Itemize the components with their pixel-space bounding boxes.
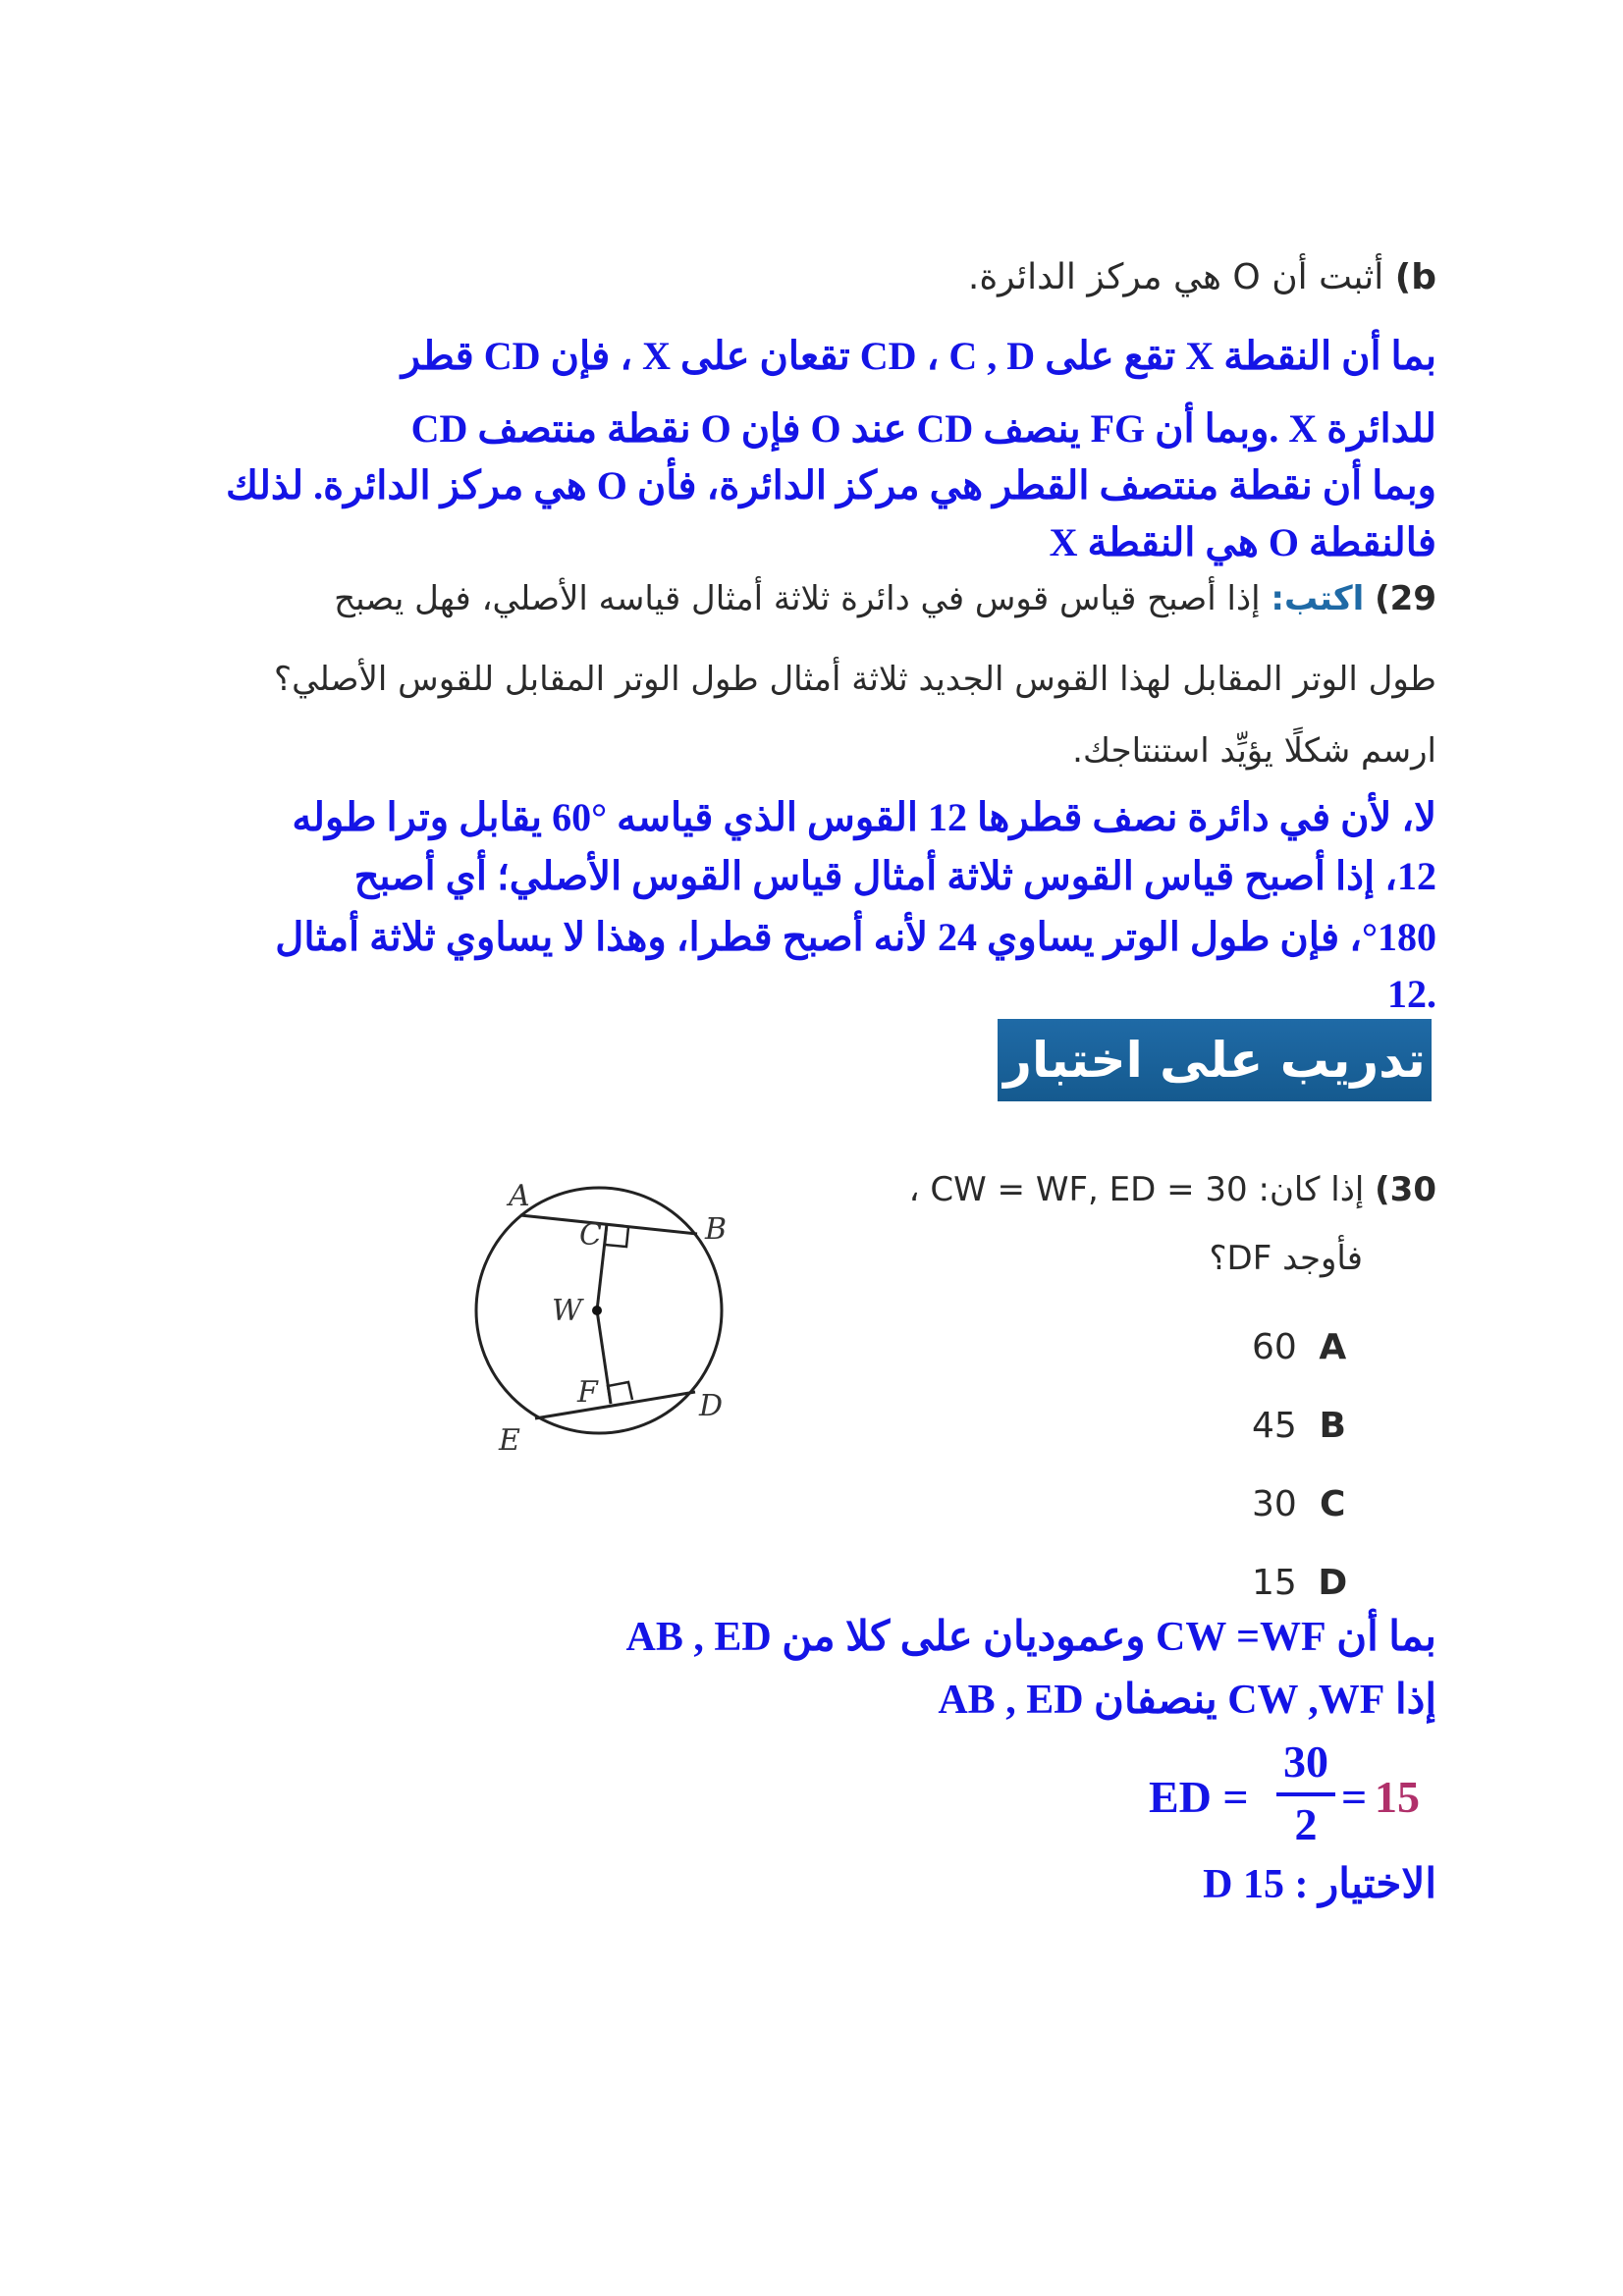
label-c: C	[579, 1218, 602, 1253]
q29-tag: اكتب:	[1271, 579, 1365, 618]
label-b: B	[705, 1212, 728, 1247]
option-a[interactable]	[1252, 1327, 1357, 1367]
option-d-letter: D	[1318, 1563, 1348, 1603]
option-d-value: 15	[1252, 1563, 1297, 1603]
option-c[interactable]	[1252, 1484, 1357, 1524]
answer-30-choice: الاختيار : 15 D	[1203, 1862, 1436, 1907]
q29-line2: طول الوتر المقابل لهذا القوس الجديد ثلاثة أمثال طول الوتر المقابل للقوس الأصلي؟	[274, 660, 1436, 699]
q29-line1-text: إذا أصبح قياس قوس في دائرة ثلاثة أمثال قياسه الأصلي، فهل يصبح	[334, 579, 1261, 618]
part-b-label: b)	[1394, 257, 1436, 297]
test-practice-title: تدريب على اختبار	[1003, 1032, 1426, 1089]
test-practice-banner	[998, 1019, 1432, 1101]
answer-b-line2: للدائرة X .وبما أن FG ينصف CD عند O فإن O نقطة منتصف CD	[410, 406, 1436, 451]
label-d: D	[699, 1389, 724, 1423]
answer-b-line1: بما أن النقطة X تقع على CD ، C , D تقعان على X ، فإن CD قطر	[401, 334, 1436, 378]
answer-29-line2: 12، إذا أصبح قياس القوس ثلاثة أمثال قياس القوس الأصلي؛ أي أصبح	[353, 854, 1436, 898]
eq-equals: =	[1341, 1772, 1368, 1822]
center-w-dot	[592, 1306, 602, 1315]
chord-ed	[535, 1392, 695, 1418]
q30-line2: فأوجد DF؟	[1209, 1239, 1363, 1278]
answer-b-line4: فالنقطة O هي النقطة X	[1049, 520, 1436, 564]
option-b-letter: B	[1319, 1406, 1346, 1446]
eq-denominator: 2	[1294, 1799, 1318, 1849]
eq-fraction-bar	[1276, 1792, 1335, 1796]
label-f: F	[577, 1375, 598, 1410]
q30-number: 30)	[1375, 1170, 1436, 1209]
option-c-value: 30	[1252, 1484, 1297, 1524]
label-e: E	[499, 1423, 520, 1458]
label-a: A	[509, 1179, 530, 1213]
option-d[interactable]	[1252, 1563, 1357, 1603]
eq-left: ED =	[1149, 1772, 1249, 1822]
q29-number: 29)	[1375, 579, 1436, 618]
answer-30-line2: إذا CW ,WF ينصفان AB , ED	[938, 1678, 1436, 1723]
label-w: W	[552, 1294, 582, 1328]
answer-b-line3: وبما أن نقطة منتصف القطر هي مركز الدائرة، فأن O هي مركز الدائرة. لذلك	[226, 463, 1436, 507]
q29-line3: ارسم شكلًا يؤيِّد استنتاجك.	[1072, 731, 1436, 771]
circle-figure	[461, 1168, 756, 1463]
answer-29-line4: .12	[1387, 972, 1436, 1016]
chord-ab	[520, 1215, 697, 1234]
eq-numerator: 30	[1283, 1736, 1328, 1787]
answer-30-line1: بما أن CW =WF وعموديان على كلا من AB , ED	[625, 1615, 1436, 1660]
option-a-letter: A	[1319, 1327, 1347, 1367]
q30-line1-text: إذا كان: CW = WF, ED = 30 ،	[908, 1170, 1365, 1209]
answer-29-line3: °180، فإن طول الوتر يساوي 24 لأنه أصبح قطرا، وهذا لا يساوي ثلاثة أمثال	[275, 915, 1436, 959]
q30-line1	[909, 1170, 1436, 1209]
part-b-question	[968, 257, 1436, 297]
option-b[interactable]	[1252, 1406, 1357, 1446]
option-c-letter: C	[1320, 1484, 1346, 1524]
option-b-value: 45	[1252, 1406, 1297, 1446]
part-b-text: أثبت أن O هي مركز الدائرة.	[967, 257, 1384, 297]
answer-29-line1: لا، لأن في دائرة نصف قطرها 12 القوس الذي قياسه °60 يقابل وترا طوله	[292, 795, 1436, 839]
eq-result: 15	[1375, 1772, 1420, 1822]
q29-line1	[334, 579, 1436, 618]
option-a-value: 60	[1252, 1327, 1297, 1367]
